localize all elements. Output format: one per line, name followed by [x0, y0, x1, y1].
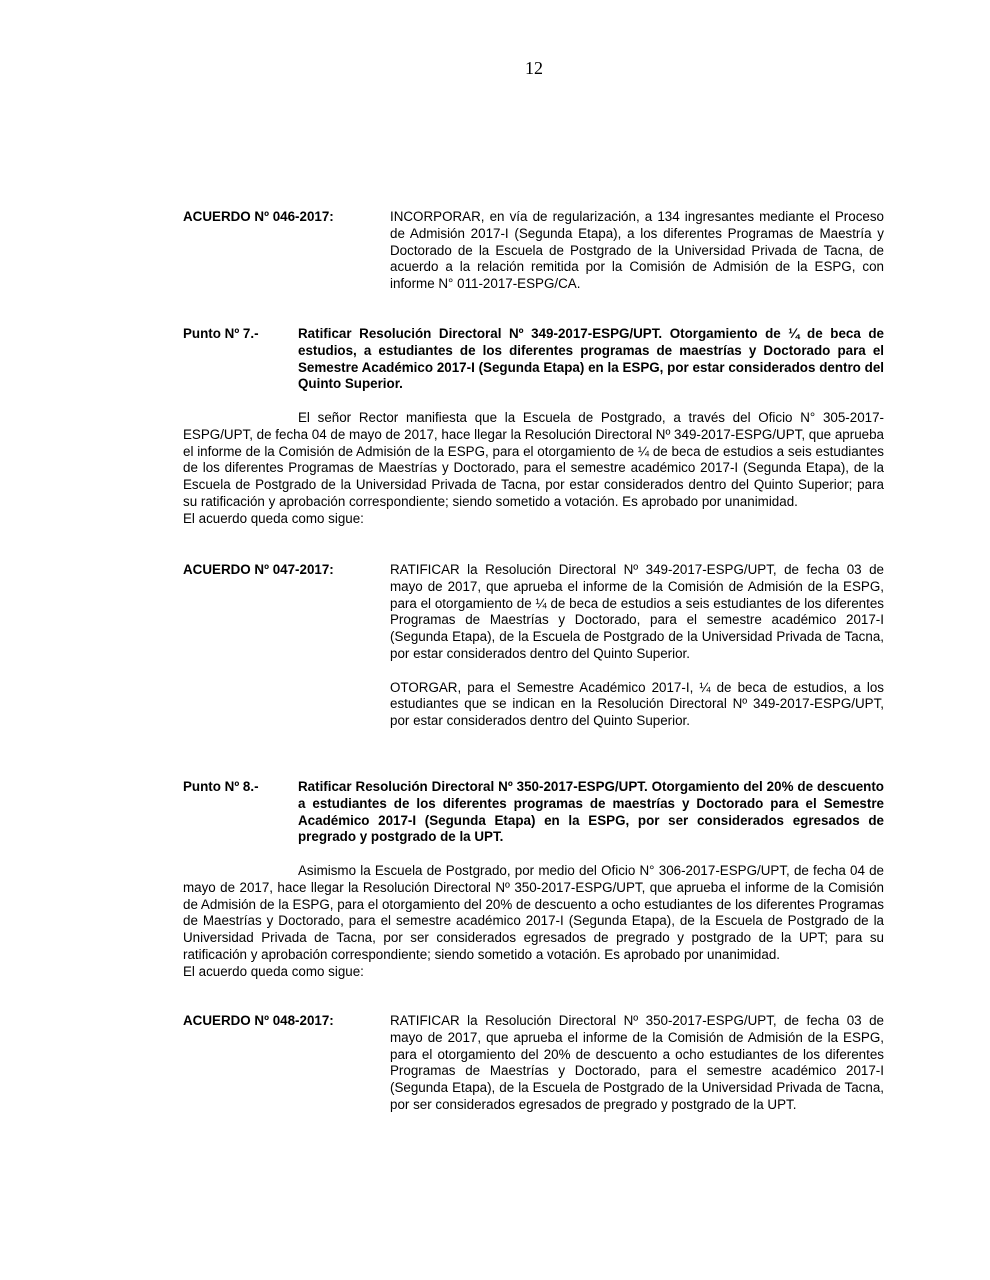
punto-7-heading: [183, 326, 884, 393]
acuerdo-048-label: ACUERDO Nº 048-2017:: [183, 1013, 334, 1028]
acuerdo-046-text: INCORPORAR, en vía de regularización, a 134 ingresantes mediante el Proceso de Admisión 2017-I (Segunda Etapa), a los diferentes Programas de Maestría y Doctorado de la Escuela de Postgrado de la Universidad Privada de Tacna, de acuerdo a la relación remitida por la Comisión de Admisión de la ESPG, con informe N° 011-2017-ESPG/CA.: [390, 209, 884, 292]
acuerdo-047-label: ACUERDO Nº 047-2017:: [183, 562, 334, 577]
punto-8-title: Ratificar Resolución Directoral Nº 350-2017-ESPG/UPT. Otorgamiento del 20% de descuento a estudiantes de los diferentes programas de maestrías y Doctorado para el Semestre Académico 2017-I (Segunda Etapa) en la ESPG, por ser considerados egresados de pregrado y postgrado de la UPT.: [298, 779, 884, 845]
acuerdo-048: [183, 1013, 884, 1114]
acuerdo-047-text-1: RATIFICAR la Resolución Directoral Nº 349-2017-ESPG/UPT, de fecha 03 de mayo de 2017, que aprueba el informe de la Comisión de Admisión de la ESPG, para el otorgamiento de ¼ de beca de estudios a seis estudiantes de los diferentes Programas de Maestrías y Doctorado, para el semestre académico 2017-I (Segunda Etapa), de la Escuela de Postgrado de la Universidad Privada de Tacna, por estar considerados dentro del Quinto Superior.: [390, 562, 884, 661]
punto-7-paragraph: El señor Rector manifiesta que la Escuela de Postgrado, a través del Oficio N° 305-2017-ESPG/UPT, de fecha 04 de mayo de 2017, hace llegar la Resolución Directoral Nº 349-2017-ESPG/UPT, que aprueba el informe de la Comisión de Admisión de la ESPG, para el otorgamiento de ¼ de beca de estudios a seis estudiantes de los diferentes Programas de Maestrías y Doctorado, para el semestre académico 2017-I (Segunda Etapa), de la Escuela de Postgrado de la Universidad Privada de Tacna, por estar considerados dentro del Quinto Superior; para su ratificación y aprobación correspondiente; siendo sometido a votación. Es aprobado por unanimidad.: [183, 410, 884, 509]
acuerdo-047-text-2: OTORGAR, para el Semestre Académico 2017-I, ¼ de beca de estudios, a los estudiantes que se indican en la Resolución Directoral Nº 349-2017-ESPG/UPT, por estar considerados dentro del Quinto Superior.: [390, 679, 884, 729]
punto-7-title: Ratificar Resolución Directoral Nº 349-2017-ESPG/UPT. Otorgamiento de ¼ de beca de estudios, a estudiantes de los diferentes programas de maestrías y Doctorado para el Semestre Académico 2017-I (Segunda Etapa) en la ESPG, por estar considerados dentro del Quinto Superior.: [298, 326, 884, 392]
punto-8-body: [183, 863, 884, 981]
punto-8-paragraph: Asimismo la Escuela de Postgrado, por medio del Oficio N° 306-2017-ESPG/UPT, de fecha 04 de mayo de 2017, hace llegar la Resolución Directoral Nº 350-2017-ESPG/UPT, que aprueba el informe de la Comisión de Admisión de la ESPG, para el otorgamiento del 20% de descuento a ocho estudiantes de los diferentes Programas de Maestrías y Doctorado, para el semestre académico 2017-I (Segunda Etapa), de la Escuela de Postgrado de la Universidad Privada de Tacna, por ser considerados egresados de pregrado y postgrado de la UPT; para su ratificación y aprobación correspondiente; siendo sometido a votación. Es aprobado por unanimidad.: [183, 863, 884, 962]
acuerdo-048-text: RATIFICAR la Resolución Directoral Nº 350-2017-ESPG/UPT, de fecha 03 de mayo de 2017, que aprueba el informe de la Comisión de Admisión de la ESPG, para el otorgamiento del 20% de descuento a ocho estudiantes de los diferentes Programas de Maestrías y Doctorado, para el semestre académico 2017-I (Segunda Etapa), de la Escuela de Postgrado de la Universidad Privada de Tacna, por ser considerados egresados de pregrado y postgrado de la UPT.: [390, 1013, 884, 1112]
acuerdo-046-body: [390, 209, 884, 293]
acuerdo-047: [183, 562, 884, 730]
acuerdo-046-label: ACUERDO Nº 046-2017:: [183, 209, 334, 224]
acuerdo-047-body: [390, 562, 884, 730]
punto-7-body: [183, 410, 884, 528]
page-number: 12: [525, 58, 543, 78]
punto-7-closing: El acuerdo queda como sigue:: [183, 510, 364, 526]
acuerdo-046: [183, 209, 884, 293]
punto-8-closing: El acuerdo queda como sigue:: [183, 963, 364, 979]
acuerdo-048-body: [390, 1013, 884, 1114]
punto-8-heading: [183, 779, 884, 846]
punto-7-label: Punto Nº 7.-: [183, 326, 259, 341]
punto-8-label: Punto Nº 8.-: [183, 779, 259, 794]
